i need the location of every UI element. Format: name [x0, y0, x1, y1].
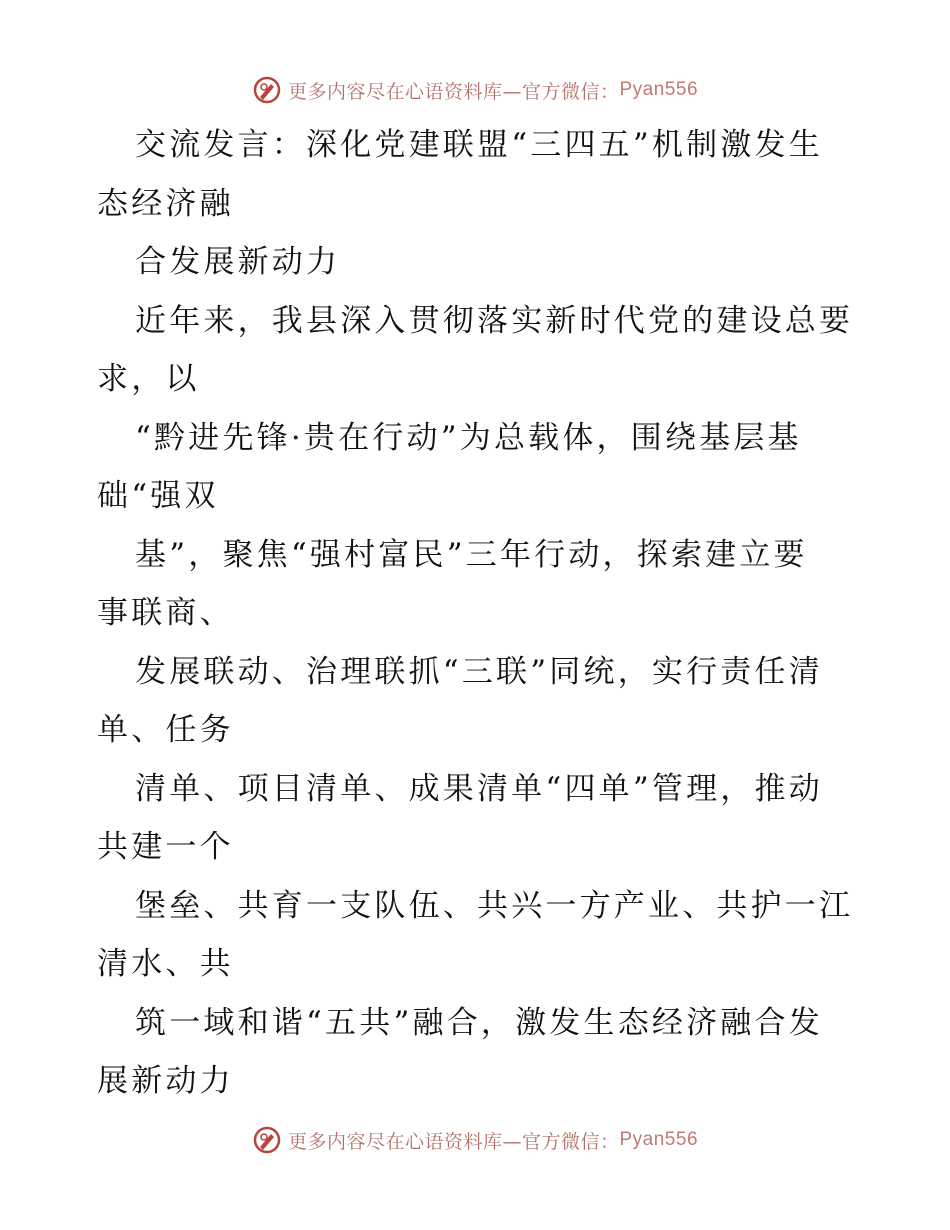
document-body — [97, 116, 857, 1111]
text-line: 清水、共 — [97, 946, 234, 982]
text-line: 共建一个 — [97, 829, 234, 865]
text-line: 筑一域和谐“五共”融合，激发生态经济融合发 — [135, 1004, 823, 1041]
pen-nib-logo-icon — [252, 75, 282, 105]
text-line: 合发展新动力 — [135, 244, 341, 280]
watermark-text: 更多内容尽在心语资料库—官方微信： — [287, 80, 620, 103]
text-line: 清单、项目清单、成果清单“四单”管理，推动 — [135, 770, 823, 807]
text-line: “黔进先锋·贵在行动”为总载体，围绕基层基 — [135, 419, 802, 456]
text-line: 求，以 — [97, 361, 200, 397]
text-line: 础“强双 — [97, 478, 219, 514]
watermark-wechat-id: Pyan556 — [619, 1129, 699, 1150]
text-line: 近年来，我县深入贯彻落实新时代党的建设总要 — [135, 302, 854, 339]
text-line: 基”，聚焦“强村富民”三年行动，探索建立要 — [135, 536, 808, 573]
text-line: 展新动力 — [97, 1063, 234, 1099]
watermark-text: 更多内容尽在心语资料库—官方微信： — [287, 1130, 620, 1153]
text-line: 堡垒、共育一支队伍、共兴一方产业、共护一江 — [135, 887, 854, 924]
watermark-wechat-id: Pyan556 — [619, 79, 699, 100]
text-line: 发展联动、治理联抓“三联”同统，实行责任清 — [135, 653, 823, 690]
text-line: 单、任务 — [97, 712, 234, 748]
text-line: 事联商、 — [97, 595, 234, 631]
pen-nib-logo-icon — [252, 1125, 282, 1155]
text-line: 交流发言：深化党建联盟“三四五”机制激发生 — [135, 127, 823, 163]
footer-watermark — [0, 1120, 950, 1160]
text-line: 态经济融 — [97, 185, 234, 222]
header-watermark — [0, 70, 950, 110]
